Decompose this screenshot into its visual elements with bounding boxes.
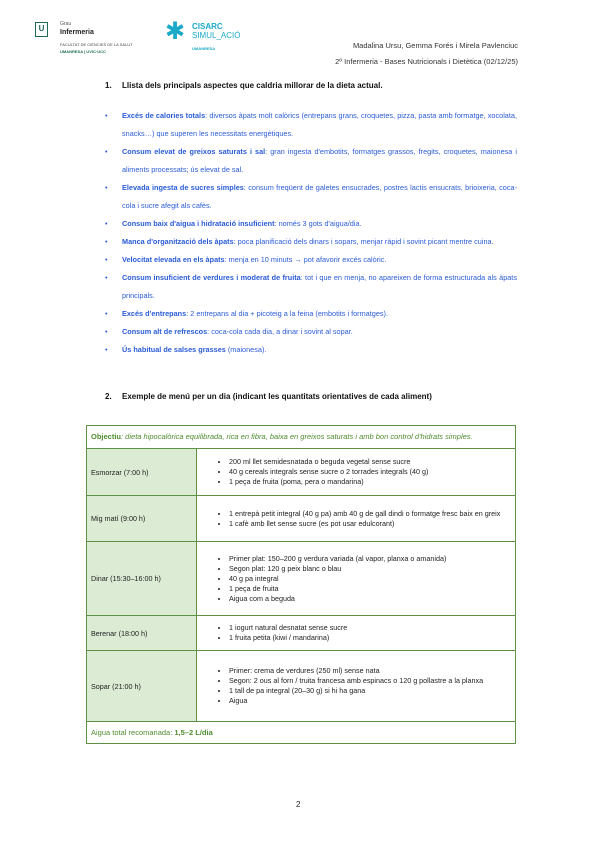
item-bold: Manca d'organització dels àpats — [122, 237, 234, 246]
water-value: 1,5–2 L/dia — [174, 728, 213, 737]
food-item: • Segon plat: 120 g peix blanc o blau — [229, 564, 509, 574]
list-item — [105, 233, 517, 251]
food-item: • 200 ml llet semidesnatada o beguda vegetal sense sucre — [229, 457, 509, 467]
list-item — [105, 215, 517, 233]
meal-items — [197, 449, 516, 496]
list-item — [105, 143, 517, 179]
improvement-list — [105, 107, 517, 359]
umanresa-text: UMANRESA — [192, 46, 216, 51]
list-item — [105, 251, 517, 269]
item-bold: Consum alt de refrescos — [122, 327, 208, 336]
objective-text: : dieta hipocalòrica equilibrada, rica en fibra, baixa en greixos saturats i amb bon control d'hidrats simples. — [121, 432, 473, 441]
item-text: : consum freqüent de galetes ensucrades, postres lactis ensucrats, brioixeria, coca-cola i sucre afegit als cafès. — [122, 183, 517, 210]
food-item: • Primer plat: 150–200 g verdura variada (al vapor, planxa o amanida) — [229, 554, 509, 564]
meal-row — [87, 496, 516, 542]
section-number: 1. — [105, 81, 112, 90]
cisarc-text: CISARC — [192, 22, 223, 31]
item-text: : gran ingesta d'embotits, formatges grassos, fregits, croquetes, maionesa i aliments processats; ús elevat de sal. — [122, 147, 517, 174]
item-text: : menja en 10 minuts → pot afavorir excés calòric. — [224, 255, 387, 264]
food-item: • 1 peça de fruita (poma, pera o mandarina) — [229, 477, 509, 487]
item-text: (maionesa). — [225, 345, 267, 354]
logo-title: Infermeria — [60, 29, 94, 36]
item-bold: Consum elevat de greixos saturats i sal — [122, 147, 266, 156]
food-item: • Segon: 2 ous al forn / truita francesa amb espinacs o 120 g pollastre a la planxa — [229, 676, 509, 686]
header-authors — [335, 38, 518, 70]
item-bold: Excés de calories totals — [122, 111, 206, 120]
course-info: 2º Infermeria - Bases Nutricionals i Dietètica (02/12/25) — [335, 57, 518, 66]
menu-table — [86, 425, 516, 744]
meal-row — [87, 449, 516, 496]
list-item — [105, 269, 517, 305]
food-item: • 1 cafè amb llet sense sucre (es pot usar edulcorant) — [229, 519, 509, 529]
item-bold: Elevada ingesta de sucres simples — [122, 183, 244, 192]
logo-faculty: FACULTAT DE CIÈNCIES DE LA SALUT — [60, 42, 133, 47]
meal-label: Berenar (18:00 h) — [87, 616, 197, 651]
item-text: : diversos àpats molt calòrics (entrepans grans, croquetes, pizza, pasta amb formatge, xocolata, snacks…) que superen les necessitats energètiques. — [122, 111, 517, 138]
meal-label: Esmorzar (7:00 h) — [87, 449, 197, 496]
item-text: : només 3 gots d'aigua/dia. — [274, 219, 362, 228]
meal-label: Sopar (21:00 h) — [87, 651, 197, 722]
item-bold: Velocitat elevada en els àpats — [122, 255, 225, 264]
item-text: : poca planificació dels dinars i sopars, menjar ràpid i sovint picant mentre cuina. — [233, 237, 494, 246]
section-title: Llista dels principals aspectes que caldria millorar de la dieta actual. — [122, 81, 383, 90]
meal-items — [197, 542, 516, 616]
objective-row — [87, 426, 516, 449]
food-item: • 40 g pa integral — [229, 574, 509, 584]
list-item — [105, 323, 517, 341]
meal-label: Dinar (15:30–16:00 h) — [87, 542, 197, 616]
authors: Madalina Ursu, Gemma Forés i Mirela Pavlenciuc — [352, 41, 518, 50]
logo-university: UMANRESA | UVIC·UCC — [60, 49, 106, 54]
meal-row — [87, 542, 516, 616]
item-text: : coca-cola cada dia, a dinar i sovint al sopar. — [207, 327, 353, 336]
food-item: • 1 tall de pa integral (20–30 g) si hi ha gana — [229, 686, 509, 696]
meal-label: Mig matí (9:00 h) — [87, 496, 197, 542]
section-title: Exemple de menú per un dia (indicant les quantitats orientatives de cada aliment) — [122, 392, 432, 401]
item-bold: Excés d'entrepans — [122, 309, 187, 318]
objective-label: Objectiu — [91, 432, 122, 441]
umanresa-badge: U — [35, 22, 48, 37]
food-item: • 1 peça de fruita — [229, 584, 509, 594]
logo-grau: Grau — [60, 21, 72, 27]
item-bold: Consum baix d'aigua i hidratació insuficient — [122, 219, 275, 228]
water-label: Aigua total recomanada: — [91, 728, 175, 737]
list-item — [105, 107, 517, 143]
water-row — [87, 722, 516, 744]
food-item: • 1 fruita petita (kiwi / mandarina) — [229, 633, 509, 643]
meal-items — [197, 651, 516, 722]
meal-items — [197, 616, 516, 651]
food-item: • Aigua — [229, 696, 509, 706]
meal-row — [87, 616, 516, 651]
food-item: • Aigua com a beguda — [229, 594, 509, 604]
item-text: : 2 entrepans al dia + picoteig a la feina (embotits i formatges). — [186, 309, 388, 318]
food-item: • 1 iogurt natural desnatat sense sucre — [229, 623, 509, 633]
food-item: • Primer: crema de verdures (250 ml) sense nata — [229, 666, 509, 676]
meal-items — [197, 496, 516, 542]
list-item — [105, 341, 517, 359]
meal-row — [87, 651, 516, 722]
page-number: 2 — [296, 800, 301, 809]
food-item: • 40 g cereals integrals sense sucre o 2 torrades integrals (40 g) — [229, 467, 509, 477]
list-item — [105, 305, 517, 323]
list-item — [105, 179, 517, 215]
item-bold: Ús habitual de salses grasses — [122, 345, 226, 354]
food-item: • 1 entrepà petit integral (40 g pa) amb 40 g de gall dindi o formatge fresc baix en greix — [229, 509, 509, 519]
item-bold: Consum insuficient de verdures i moderat de fruita — [122, 273, 301, 282]
simulacio-text: SIMUL_ACIÓ — [192, 31, 241, 40]
item-text: : tot i que en menja, no apareixen de forma estructurada als àpats principals. — [122, 273, 517, 300]
asterisk-icon: ✱ — [165, 18, 186, 45]
section-number: 2. — [105, 392, 112, 401]
